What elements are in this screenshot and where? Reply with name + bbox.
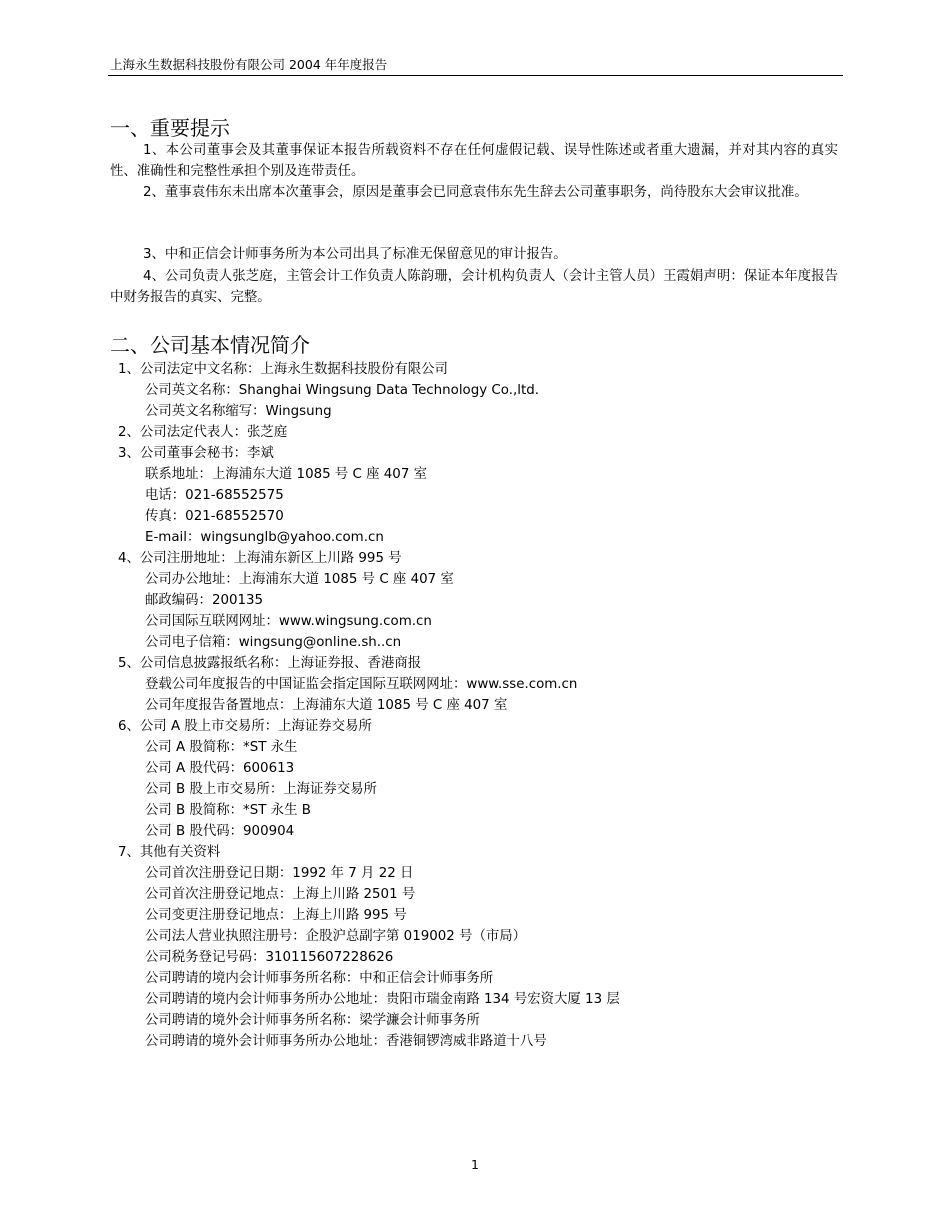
profile-line: 6、公司 A 股上市交易所：上海证券交易所 xyxy=(118,719,372,734)
profile-line: 公司 B 股代码：900904 xyxy=(145,824,295,839)
report-header-title: 上海永生数据科技股份有限公司 2004 年年度报告 xyxy=(110,57,388,72)
profile-line: 公司聘请的境外会计师事务所办公地址：香港铜锣湾威非路道十八号 xyxy=(145,1034,547,1049)
profile-line: 邮政编码：200135 xyxy=(145,593,264,608)
profile-line: 公司年度报告备置地点：上海浦东大道 1085 号 C 座 407 室 xyxy=(145,698,508,713)
profile-line: 联系地址：上海浦东大道 1085 号 C 座 407 室 xyxy=(145,467,427,482)
profile-line: 5、公司信息披露报纸名称：上海证券报、香港商报 xyxy=(118,656,422,671)
profile-line: 7、其他有关资料 xyxy=(118,845,221,860)
profile-line: 1、公司法定中文名称：上海永生数据科技股份有限公司 xyxy=(118,362,448,377)
profile-line: 公司国际互联网网址：www.wingsung.com.cn xyxy=(145,614,432,629)
profile-line: 公司聘请的境内会计师事务所办公地址：贵阳市瑞金南路 134 号宏资大厦 13 层 xyxy=(145,992,620,1007)
profile-line: 公司税务登记号码：310115607228626 xyxy=(145,950,394,965)
page-number: 1 xyxy=(471,1157,479,1172)
section-heading-important-notice: 一、重要提示 xyxy=(110,116,230,140)
notice-paragraph-4: 4、公司负责人张芝庭，主管会计工作负责人陈韵珊，会计机构负责人（会计主管人员）王霞娟声明：保证本年度报告中财务报告的真实、完整。 xyxy=(110,269,838,305)
notice-paragraph-3: 3、中和正信会计师事务所为本公司出具了标准无保留意见的审计报告。 xyxy=(143,247,567,262)
profile-line: 公司 B 股简称：*ST 永生 B xyxy=(145,803,311,818)
profile-line: 登载公司年度报告的中国证监会指定国际互联网网址：www.sse.com.cn xyxy=(145,677,578,692)
profile-line: 公司聘请的境外会计师事务所名称：梁学濂会计师事务所 xyxy=(145,1013,480,1028)
profile-line: 公司英文名称：Shanghai Wingsung Data Technology Co.,ltd. xyxy=(145,383,539,398)
profile-line: 公司英文名称缩写：Wingsung xyxy=(145,404,332,419)
section-heading-company-profile: 二、公司基本情况简介 xyxy=(110,333,310,357)
profile-line: 公司首次注册登记地点：上海上川路 2501 号 xyxy=(145,887,416,902)
profile-line: 2、公司法定代表人：张芝庭 xyxy=(118,425,288,440)
notice-paragraph-1: 1、本公司董事会及其董事保证本报告所载资料不存在任何虚假记载、误导性陈述或者重大遗漏，并对其内容的真实性、准确性和完整性承担个别及连带责任。 xyxy=(110,143,838,179)
profile-line: E-mail：wingsunglb@yahoo.com.cn xyxy=(145,530,384,545)
profile-line: 公司变更注册登记地点：上海上川路 995 号 xyxy=(145,908,407,923)
profile-line: 公司电子信箱：wingsung@online.sh..cn xyxy=(145,635,402,650)
notice-paragraph-2: 2、董事袁伟东未出席本次董事会，原因是董事会已同意袁伟东先生辞去公司董事职务，尚待股东大会审议批准。 xyxy=(143,185,808,200)
profile-line: 传真：021-68552570 xyxy=(145,509,284,524)
profile-line: 公司法人营业执照注册号：企股沪总副字第 019002 号（市局） xyxy=(145,929,527,944)
profile-line: 4、公司注册地址：上海浦东新区上川路 995 号 xyxy=(118,551,402,566)
profile-line: 公司 A 股代码：600613 xyxy=(145,761,295,776)
profile-line: 公司首次注册登记日期：1992 年 7 月 22 日 xyxy=(145,866,414,881)
profile-line: 公司聘请的境内会计师事务所名称：中和正信会计师事务所 xyxy=(145,971,494,986)
profile-line: 3、公司董事会秘书：李斌 xyxy=(118,446,274,461)
profile-line: 公司 B 股上市交易所：上海证券交易所 xyxy=(145,782,377,797)
profile-line: 公司办公地址：上海浦东大道 1085 号 C 座 407 室 xyxy=(145,572,454,587)
profile-line: 电话：021-68552575 xyxy=(145,488,284,503)
header-divider xyxy=(108,75,843,76)
profile-line: 公司 A 股简称：*ST 永生 xyxy=(145,740,298,755)
